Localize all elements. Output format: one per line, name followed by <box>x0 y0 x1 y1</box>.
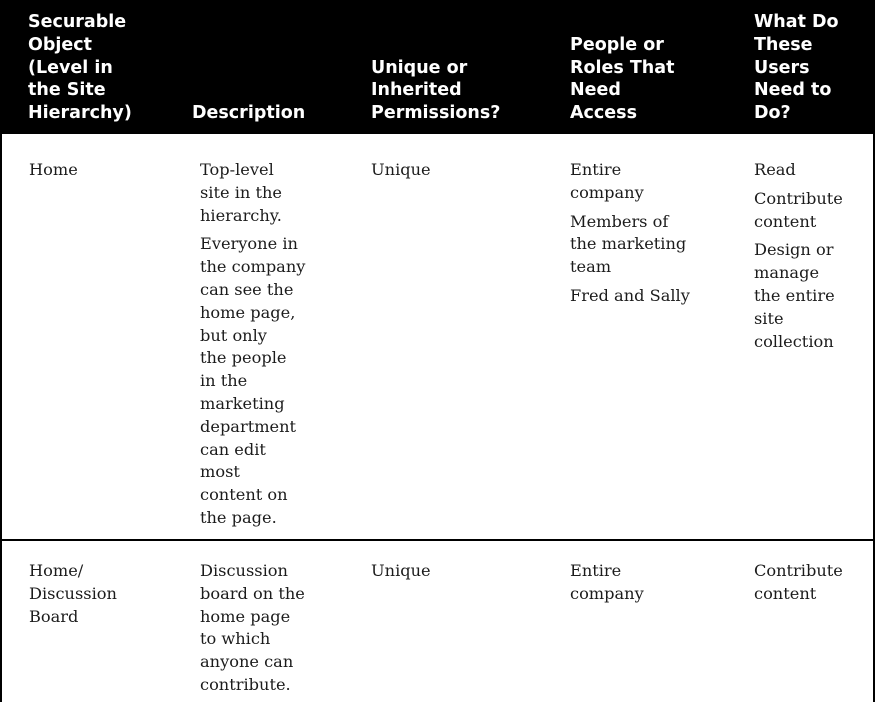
row-1-permissions <box>371 159 431 188</box>
cell-text: Entire company <box>570 160 644 202</box>
table-border-left <box>0 0 2 702</box>
header-people: People or Roles That Need Access <box>570 34 675 124</box>
row-2-object <box>29 560 117 634</box>
header-description: Description <box>192 103 306 124</box>
cell-text: Read <box>754 160 796 179</box>
table-header <box>0 0 875 134</box>
cell-text: Design or manage the entire site collection <box>754 240 835 351</box>
cell-text: Unique <box>371 561 431 580</box>
cell-text: Discussion board on the home page to which anyone can contribute. <box>200 561 305 694</box>
cell-text: Unique <box>371 160 431 179</box>
header-needs: What Do These Users Need to Do? <box>754 12 839 124</box>
cell-text: Entire company <box>570 561 644 603</box>
cell-text: Home <box>29 160 78 179</box>
cell-text: Home/ Discussion Board <box>29 561 117 626</box>
cell-text: Contribute content <box>754 561 843 603</box>
row-2-permissions <box>371 560 431 589</box>
row-2-description <box>200 560 305 703</box>
cell-text: Everyone in the company can see the home page, but only the people in the marketing department can edit most content on the page. <box>200 234 306 527</box>
row-1-object <box>29 159 78 188</box>
row-2-people <box>570 560 644 612</box>
cell-text: Contribute content <box>754 188 843 231</box>
cell-text: Members of the marketing team <box>570 211 687 277</box>
row-1-description <box>200 159 305 536</box>
cell-text: Top-level site in the hierarchy. <box>200 160 282 225</box>
header-permissions: Unique or Inherited Permissions? <box>371 57 501 124</box>
cell-text: Fred and Sally <box>570 285 690 305</box>
header-securable-object: Securable Object (Level in the Site Hierarchy) <box>28 12 132 124</box>
row-1-people <box>570 159 690 314</box>
row-divider <box>0 539 875 541</box>
row-2-needs <box>754 560 843 612</box>
row-1-needs <box>754 159 843 359</box>
